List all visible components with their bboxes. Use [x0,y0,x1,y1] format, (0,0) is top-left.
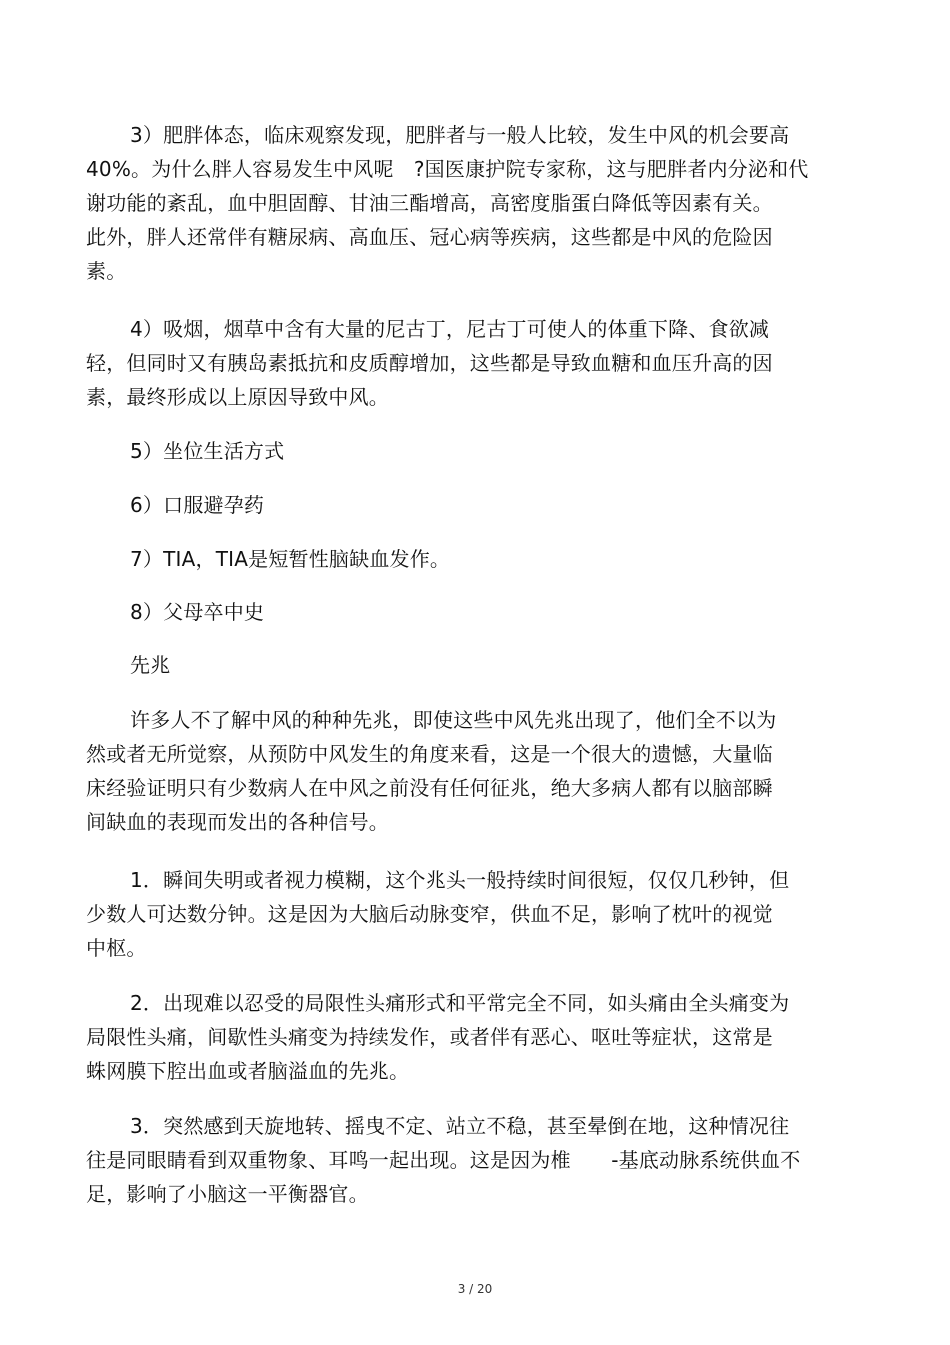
text-line: 床经验证明只有少数病人在中风之前没有任何征兆，绝大多病人都有以脑部瞬 [86,776,773,800]
paragraph-contraceptive [86,488,828,522]
paragraph-sedentary [86,434,828,468]
text-line: 局限性头痛，间歇性头痛变为持续发作，或者伴有恶心、呕吐等症状，这常是 [86,1025,773,1049]
section-heading-precursors [86,648,828,682]
text-line: 足，影响了小脑这一平衡器官。 [86,1182,369,1206]
text-line: 3）肥胖体态，临床观察发现，肥胖者与一般人比较，发生中风的机会要高 [130,123,790,147]
paragraph-smoking [86,312,828,414]
text-line: 轻，但同时又有胰岛素抵抗和皮质醇增加，这些都是导致血糖和血压升高的因 [86,351,773,375]
text-line: 谢功能的紊乱，血中胆固醇、甘油三酯增高，高密度脂蛋白降低等因素有关。 [86,191,773,215]
text-line: 许多人不了解中风的种种先兆，即使这些中风先兆出现了，他们全不以为 [130,708,777,732]
paragraph-sign-1 [86,863,828,965]
text-line: 6）口服避孕药 [130,493,265,517]
paragraph-tia [86,542,828,576]
paragraph-precursors-intro [86,703,828,839]
text-line: 此外，胖人还常伴有糖尿病、高血压、冠心病等疾病，这些都是中风的危险因 [86,225,773,249]
text-line: 间缺血的表现而发出的各种信号。 [86,810,389,834]
text-line: 素。 [86,259,127,283]
text-line: 4）吸烟，烟草中含有大量的尼古丁，尼古丁可使人的体重下降、食欲减 [130,317,770,341]
paragraph-sign-2 [86,986,828,1088]
text-line: 5）坐位生活方式 [130,439,285,463]
paragraph-family-history [86,595,828,629]
text-line: 素，最终形成以上原因导致中风。 [86,385,389,409]
text-line: 先兆 [130,653,171,677]
text-line: 40%。为什么胖人容易发生中风呢 ?国医康护院专家称，这与肥胖者内分泌和代 [86,157,809,181]
text-line: 1．瞬间失明或者视力模糊，这个兆头一般持续时间很短，仅仅几秒钟，但 [130,868,790,892]
paragraph-sign-3 [86,1109,828,1211]
text-line: 3．突然感到天旋地转、摇曳不定、站立不稳，甚至晕倒在地，这种情况往 [130,1114,790,1138]
text-line: 7）TIA，TIA是短暂性脑缺血发作。 [130,547,451,571]
text-line: 2．出现难以忍受的局限性头痛形式和平常完全不同，如头痛由全头痛变为 [130,991,790,1015]
text-line: 然或者无所觉察，从预防中风发生的角度来看，这是一个很大的遗憾，大量临 [86,742,773,766]
text-line: 中枢。 [86,936,147,960]
text-line: 少数人可达数分钟。这是因为大脑后动脉变窄，供血不足，影响了枕叶的视觉 [86,902,773,926]
text-line: 往是同眼睛看到双重物象、耳鸣一起出现。这是因为椎 -基底动脉系统供血不 [86,1148,801,1172]
page-number: 3 / 20 [457,1282,493,1296]
text-line: 蛛网膜下腔出血或者脑溢血的先兆。 [86,1059,410,1083]
paragraph-obesity [86,118,828,288]
text-line: 8）父母卒中史 [130,600,265,624]
